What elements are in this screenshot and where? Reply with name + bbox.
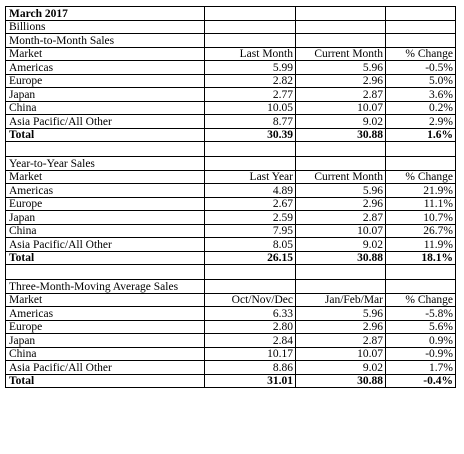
empty-cell[interactable]	[296, 265, 386, 280]
empty-cell[interactable]	[386, 142, 456, 157]
empty-cell[interactable]	[296, 7, 386, 21]
value-cell[interactable]: 2.67	[205, 197, 296, 211]
table-row	[6, 88, 456, 102]
table-row	[6, 334, 456, 348]
value-cell[interactable]: 10.7%	[386, 211, 456, 225]
value-cell[interactable]: 10.05	[205, 101, 296, 115]
empty-cell[interactable]	[386, 280, 456, 294]
column-header[interactable]: Last Month	[205, 47, 296, 61]
market-cell[interactable]: Asia Pacific/All Other	[6, 238, 205, 252]
column-header-row	[6, 170, 456, 184]
table-row	[6, 74, 456, 88]
section-title[interactable]: Year-to-Year Sales	[6, 157, 205, 171]
value-cell[interactable]: 8.77	[205, 115, 296, 129]
total-value[interactable]: 1.6%	[386, 128, 456, 142]
value-cell[interactable]: 0.2%	[386, 101, 456, 115]
value-cell[interactable]: 2.82	[205, 74, 296, 88]
column-header[interactable]: Current Month	[296, 47, 386, 61]
value-cell[interactable]: 10.07	[296, 224, 386, 238]
value-cell[interactable]: 2.87	[296, 211, 386, 225]
market-cell[interactable]: Americas	[6, 61, 205, 75]
empty-cell[interactable]	[296, 157, 386, 171]
column-header[interactable]: Market	[6, 170, 205, 184]
empty-cell[interactable]	[296, 142, 386, 157]
table-row	[6, 224, 456, 238]
empty-cell[interactable]	[386, 265, 456, 280]
total-label[interactable]: Total	[6, 374, 205, 388]
column-header[interactable]: Current Month	[296, 170, 386, 184]
empty-cell[interactable]	[205, 7, 296, 21]
market-cell[interactable]: Europe	[6, 320, 205, 334]
total-value[interactable]: 30.88	[296, 374, 386, 388]
value-cell[interactable]: 11.1%	[386, 197, 456, 211]
sales-spreadsheet	[5, 6, 456, 388]
market-cell[interactable]: Japan	[6, 211, 205, 225]
value-cell[interactable]: 2.9%	[386, 115, 456, 129]
value-cell[interactable]: 5.0%	[386, 74, 456, 88]
market-cell[interactable]: China	[6, 347, 205, 361]
value-cell[interactable]: 6.33	[205, 307, 296, 321]
value-cell[interactable]: 0.9%	[386, 334, 456, 348]
market-cell[interactable]: Europe	[6, 197, 205, 211]
section-title[interactable]: Month-to-Month Sales	[6, 34, 205, 48]
empty-cell[interactable]	[205, 265, 296, 280]
table-row	[6, 307, 456, 321]
value-cell[interactable]: 5.6%	[386, 320, 456, 334]
sheet-title[interactable]: March 2017	[6, 7, 205, 21]
value-cell[interactable]: 2.84	[205, 334, 296, 348]
value-cell[interactable]: -0.5%	[386, 61, 456, 75]
market-cell[interactable]: China	[6, 224, 205, 238]
empty-cell[interactable]	[6, 142, 205, 157]
empty-cell[interactable]	[386, 157, 456, 171]
value-cell[interactable]: 5.99	[205, 61, 296, 75]
value-cell[interactable]: 10.17	[205, 347, 296, 361]
empty-cell[interactable]	[296, 34, 386, 48]
value-cell[interactable]: 2.77	[205, 88, 296, 102]
market-cell[interactable]: Japan	[6, 334, 205, 348]
column-header[interactable]: Market	[6, 47, 205, 61]
total-value[interactable]: 30.88	[296, 251, 386, 265]
column-header[interactable]: Oct/Nov/Dec	[205, 293, 296, 307]
section-title-row	[6, 157, 456, 171]
value-cell[interactable]: 7.95	[205, 224, 296, 238]
market-cell[interactable]: Japan	[6, 88, 205, 102]
value-cell[interactable]: 5.96	[296, 307, 386, 321]
column-header[interactable]: Market	[6, 293, 205, 307]
value-cell[interactable]: 5.96	[296, 184, 386, 198]
empty-cell[interactable]	[386, 20, 456, 34]
value-cell[interactable]: -0.9%	[386, 347, 456, 361]
value-cell[interactable]: 2.96	[296, 197, 386, 211]
column-header[interactable]: Jan/Feb/Mar	[296, 293, 386, 307]
section-title[interactable]: Three-Month-Moving Average Sales	[6, 280, 205, 294]
value-cell[interactable]: 11.9%	[386, 238, 456, 252]
value-cell[interactable]: 2.96	[296, 320, 386, 334]
value-cell[interactable]: 1.7%	[386, 361, 456, 375]
value-cell[interactable]: 8.86	[205, 361, 296, 375]
total-value[interactable]: 31.01	[205, 374, 296, 388]
value-cell[interactable]: 2.87	[296, 334, 386, 348]
column-header-row	[6, 47, 456, 61]
spacer-row	[6, 265, 456, 280]
market-cell[interactable]: Americas	[6, 307, 205, 321]
empty-cell[interactable]	[205, 280, 296, 294]
value-cell[interactable]: 2.80	[205, 320, 296, 334]
table-row	[6, 211, 456, 225]
column-header[interactable]: % Change	[386, 47, 456, 61]
total-label[interactable]: Total	[6, 251, 205, 265]
total-value[interactable]: 26.15	[205, 251, 296, 265]
total-value[interactable]: -0.4%	[386, 374, 456, 388]
total-value[interactable]: 18.1%	[386, 251, 456, 265]
value-cell[interactable]: 9.02	[296, 238, 386, 252]
market-cell[interactable]: Asia Pacific/All Other	[6, 361, 205, 375]
value-cell[interactable]: 10.07	[296, 101, 386, 115]
units-row	[6, 20, 456, 34]
empty-cell[interactable]	[205, 34, 296, 48]
section-title-row	[6, 34, 456, 48]
value-cell[interactable]: 10.07	[296, 347, 386, 361]
value-cell[interactable]: 5.96	[296, 61, 386, 75]
market-cell[interactable]: Asia Pacific/All Other	[6, 115, 205, 129]
empty-cell[interactable]	[205, 157, 296, 171]
value-cell[interactable]: 9.02	[296, 115, 386, 129]
section-title-row	[6, 280, 456, 294]
total-value[interactable]: 30.88	[296, 128, 386, 142]
empty-cell[interactable]	[205, 142, 296, 157]
table-row	[6, 61, 456, 75]
value-cell[interactable]: -5.8%	[386, 307, 456, 321]
value-cell[interactable]: 4.89	[205, 184, 296, 198]
table-row	[6, 184, 456, 198]
total-row	[6, 128, 456, 142]
total-row	[6, 251, 456, 265]
table-row	[6, 197, 456, 211]
column-header[interactable]: % Change	[386, 293, 456, 307]
total-label[interactable]: Total	[6, 128, 205, 142]
total-value[interactable]: 30.39	[205, 128, 296, 142]
table-row	[6, 115, 456, 129]
empty-cell[interactable]	[296, 20, 386, 34]
table-row	[6, 238, 456, 252]
empty-cell[interactable]	[296, 280, 386, 294]
market-cell[interactable]: Americas	[6, 184, 205, 198]
empty-cell[interactable]	[205, 20, 296, 34]
total-row	[6, 374, 456, 388]
title-row	[6, 7, 456, 21]
table-row	[6, 101, 456, 115]
value-cell[interactable]: 26.7%	[386, 224, 456, 238]
table-row	[6, 347, 456, 361]
value-cell[interactable]: 2.59	[205, 211, 296, 225]
empty-cell[interactable]	[386, 34, 456, 48]
value-cell[interactable]: 21.9%	[386, 184, 456, 198]
empty-cell[interactable]	[6, 265, 205, 280]
column-header[interactable]: % Change	[386, 170, 456, 184]
value-cell[interactable]: 2.96	[296, 74, 386, 88]
table-row	[6, 361, 456, 375]
spacer-row	[6, 142, 456, 157]
table-row	[6, 320, 456, 334]
value-cell[interactable]: 8.05	[205, 238, 296, 252]
value-cell[interactable]: 3.6%	[386, 88, 456, 102]
column-header-row	[6, 293, 456, 307]
value-cell[interactable]: 2.87	[296, 88, 386, 102]
column-header[interactable]: Last Year	[205, 170, 296, 184]
market-cell[interactable]: Europe	[6, 74, 205, 88]
value-cell[interactable]: 9.02	[296, 361, 386, 375]
empty-cell[interactable]	[386, 7, 456, 21]
market-cell[interactable]: China	[6, 101, 205, 115]
units-label[interactable]: Billions	[6, 20, 205, 34]
